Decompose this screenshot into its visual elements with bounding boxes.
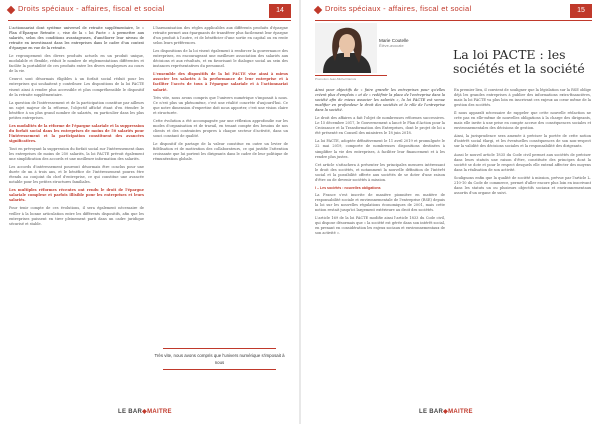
header-rule — [315, 20, 592, 21]
diamond-icon — [7, 6, 15, 14]
highlight-paragraph: Les modalités de la réforme de l'épargne salariale et la suppression du forfait social dans les entreprises de moins de 50 salariés pour l'intéressement et la participation constituent des avancées significatives. — [9, 123, 144, 143]
section-title: Droits spéciaux - affaires, fiscal et social — [18, 4, 165, 13]
pull-quote — [153, 348, 286, 370]
paragraph: Très vite, nous avons compris que l'univers numérique s'imposait à nous. Ce n'est plus un phénomène, c'est une réalité concrète d'aujourd'hui. Ce que notre dimension d'expertise doit nous apporter, c'est une vision claire et structurée. — [153, 95, 288, 115]
paragraph: Les accords d'intéressement pourront désormais être conclus pour une durée de un à trois ans, et le bénéfice de l'intéressement pourra être étendu au conjoint du chef d'entreprise, ce qui constitue une avancée notable pour les petites structures familiales. — [9, 165, 144, 185]
right-column-1 — [315, 88, 445, 239]
paragraph: Le droit des affaires a fait l'objet de nombreuses réformes successives. Le 15 décembre 2017, le Gouvernement a lancé le Plan d'Action pour la Croissance et la Transformation des Entreprises, dont le projet de loi a été présenté en Conseil des ministres le 18 juin 2018. — [315, 116, 445, 136]
paragraph: Les dispositions de la loi visent également à renforcer la gouvernance des entreprises, en encourageant une meilleure association des salariés aux décisions et aux résultats, et en favorisant le dialogue social au sein des instances représentatives du personnel. — [153, 49, 288, 69]
paragraph: Tout en prévoyant la suppression du forfait social sur l'intéressement dans les entreprises de moins de 250 salariés, la loi PACTE prévoit également une simplification des accords et une meilleure information des salariés. — [9, 146, 144, 162]
page-number: 15 — [570, 4, 592, 18]
paragraph: Il nous apparaît nécessaire de rappeler que cette nouvelle rédaction ne crée pas en elle-même de nouvelles obligations à la charge des dirigeants, mais elle invite à une prise en compte accrue des conséquences sociales et environnementales des décisions de gestion. — [454, 111, 591, 131]
paragraph: Aussi le nouvel article 1835 du Code civil permet aux sociétés de préciser dans leurs statuts une raison d'être, constituée des principes dont la société se dote et pour le respect desquels elle entend affecter des moyens dans la réalisation de son activité. — [454, 152, 591, 172]
diamond-icon — [314, 6, 322, 14]
paragraph: L'harmonisation des règles applicables aux différents produits d'épargne retraite permet aux épargnants de transférer plus facilement leur épargne d'un produit à l'autre, et de bénéficier d'une sortie en capital ou en rente selon leurs préférences. — [153, 26, 288, 46]
paragraph: Le regroupement des divers produits actuels en un produit unique, modulable et flexible, réduit le nombre de réglementations différentes et facilite la portabilité de ces produits entre les divers employeurs au cours de la vie. — [9, 54, 144, 74]
magazine-logo: LE BAR◆MAITRE — [118, 409, 172, 415]
paragraph: Cette évolution a été accompagnée par une réflexion approfondie sur les modes d'organisation et de travail, en tenant compte des besoins de nos clients et des contraintes propres à chaque secteur d'activité, dans un souci constant de qualité. — [153, 118, 288, 138]
section-title: Droits spéciaux - affaires, fiscal et social — [325, 4, 472, 13]
intro-paragraph: Ainsi pour objectifs de « faire grandir les entreprises pour qu'elles créent plus d'emplois » et de « redéfinir la place de l'entreprise dans la société afin de mieux associer les salariés », la loi PACTE est venue modifier en profondeur le droit des sociétés et le rôle de l'entreprise dans la société. — [315, 88, 445, 113]
right-column-2 — [454, 88, 591, 199]
paragraph: Pour tenir compte de ces évolutions, il sera également nécessaire de veiller à la bonne articulation entre les différents dispositifs, afin que les entreprises puissent en tirer pleinement parti dans un cadre juridique sécurisé et stable. — [9, 206, 144, 226]
left-page — [0, 0, 299, 424]
magazine-logo: LE BAR◆MAITRE — [419, 409, 473, 415]
highlight-paragraph: L'ensemble des dispositifs de la loi PACTE vise ainsi à mieux associer les salariés à la performance de leur entreprise et à faciliter l'accès de tous à l'épargne salariale et à l'actionnariat salarié. — [153, 72, 288, 92]
paragraph: Ainsi, la jurisprudence sera amenée à préciser la portée de cette notion d'intérêt social élargi, et les éventuelles conséquences de son non-respect sur la validité des décisions sociales et la responsabilité des dirigeants. — [454, 134, 591, 149]
author-caption: Promotion Jean-Michel Darrois — [315, 75, 387, 81]
paragraph: L'article 169 de la loi PACTE modifie ainsi l'article 1833 du Code civil, qui dispose désormais que « la société est gérée dans son intérêt social, en prenant en considération les enjeux sociaux et environnementaux de son activité ». — [315, 216, 445, 236]
left-header — [0, 4, 299, 18]
paragraph: La France s'est inscrite de manière pionnière en matière de responsabilité sociale et environnementale de l'entreprise (RSE) depuis la loi sur les nouvelles régulations économiques de 2001, mais cette notion restait jusqu'ici largement extérieure au droit des sociétés. — [315, 192, 445, 212]
author-role: Élève-avocate — [379, 43, 404, 48]
quote-text: Très vite, nous avons compris que l'univers numérique s'imposait à nous — [154, 353, 285, 365]
paragraph: L'actionnariat dont système universel de retraite supplémentaire, le « Plan d'Épargne Retraite », vise de la « loi Pacte » à permettre aux salariés, selon des conditions avantageuses, d'améliorer leur niveau de retraite en investissant dans les entreprises dans le cadre d'un contrat d'épargne en vue de la retraite. — [9, 26, 144, 51]
author-portrait — [315, 23, 377, 73]
section-heading: I – Les sociétés : nouvelles obligations — [315, 185, 381, 190]
paragraph: En premier lieu, il convient de souligner que la législation sur la RSE oblige déjà les grandes entreprises à publier des informations extra-financières, mais la loi PACTE va plus loin en inscrivant ces enjeux au cœur même de la gestion des sociétés. — [454, 88, 591, 108]
author-info — [379, 38, 409, 48]
portrait-image — [315, 23, 377, 73]
paragraph: La loi PACTE, adoptée définitivement le 11 avril 2019 et promulguée le 22 mai 2019, comporte de nombreuses dispositions destinées à simplifier la vie des entreprises, à faciliter leur financement et à les rendre plus justes. — [315, 139, 445, 159]
right-header — [301, 4, 600, 18]
paragraph: La question de l'intéressement et de la participation constitue par ailleurs un sujet majeur de la réforme, l'objectif affiché étant d'en étendre le bénéfice à un plus grand nombre de salariés, en particulier dans les plus petites entreprises. — [9, 100, 144, 120]
author-name: Marie Coutelle — [379, 38, 409, 43]
article-title: La loi PACTE : les sociétés et la société — [453, 47, 585, 76]
highlight-paragraph: Les multiples réformes récentes ont rendu le droit de l'épargne salariale complexe et parfois illisible pour les entreprises et leurs salariés. — [9, 188, 144, 203]
quote-rule — [163, 369, 276, 370]
paragraph: Soulignons enfin que la qualité de société à mission, prévue par l'article L. 210-10 du Code de commerce, permet d'aller encore plus loin en inscrivant dans les statuts un ou plusieurs objectifs sociaux et environnementaux assortis d'un organe de suivi. — [454, 175, 591, 195]
header-rule — [8, 20, 291, 21]
left-column-1 — [9, 26, 144, 230]
right-page — [301, 0, 600, 424]
paragraph: Cet article s'attachera à présenter les principales mesures intéressant le droit des sociétés, et notamment la nouvelle définition de l'intérêt social et la possibilité offerte aux sociétés de se doter d'une raison d'être ou de devenir sociétés à mission. — [315, 162, 445, 182]
left-column-2 — [153, 26, 288, 165]
page-number: 14 — [269, 4, 291, 18]
paragraph: Ceux-ci sont désormais éligibles à un forfait social réduit pour les entreprises qui souhaitent y contribuer. Les dispositions de la loi PACTE visent ainsi à rendre plus accessible et plus compréhensible le dispositif de la retraite supplémentaire. — [9, 77, 144, 97]
paragraph: Le dispositif de partage de la valeur constitue en outre un levier de fidélisation et de motivation des collaborateurs, ce qui justifie l'attention croissante que lui portent les dirigeants dans le cadre de leur politique de rémunération globale. — [153, 141, 288, 162]
